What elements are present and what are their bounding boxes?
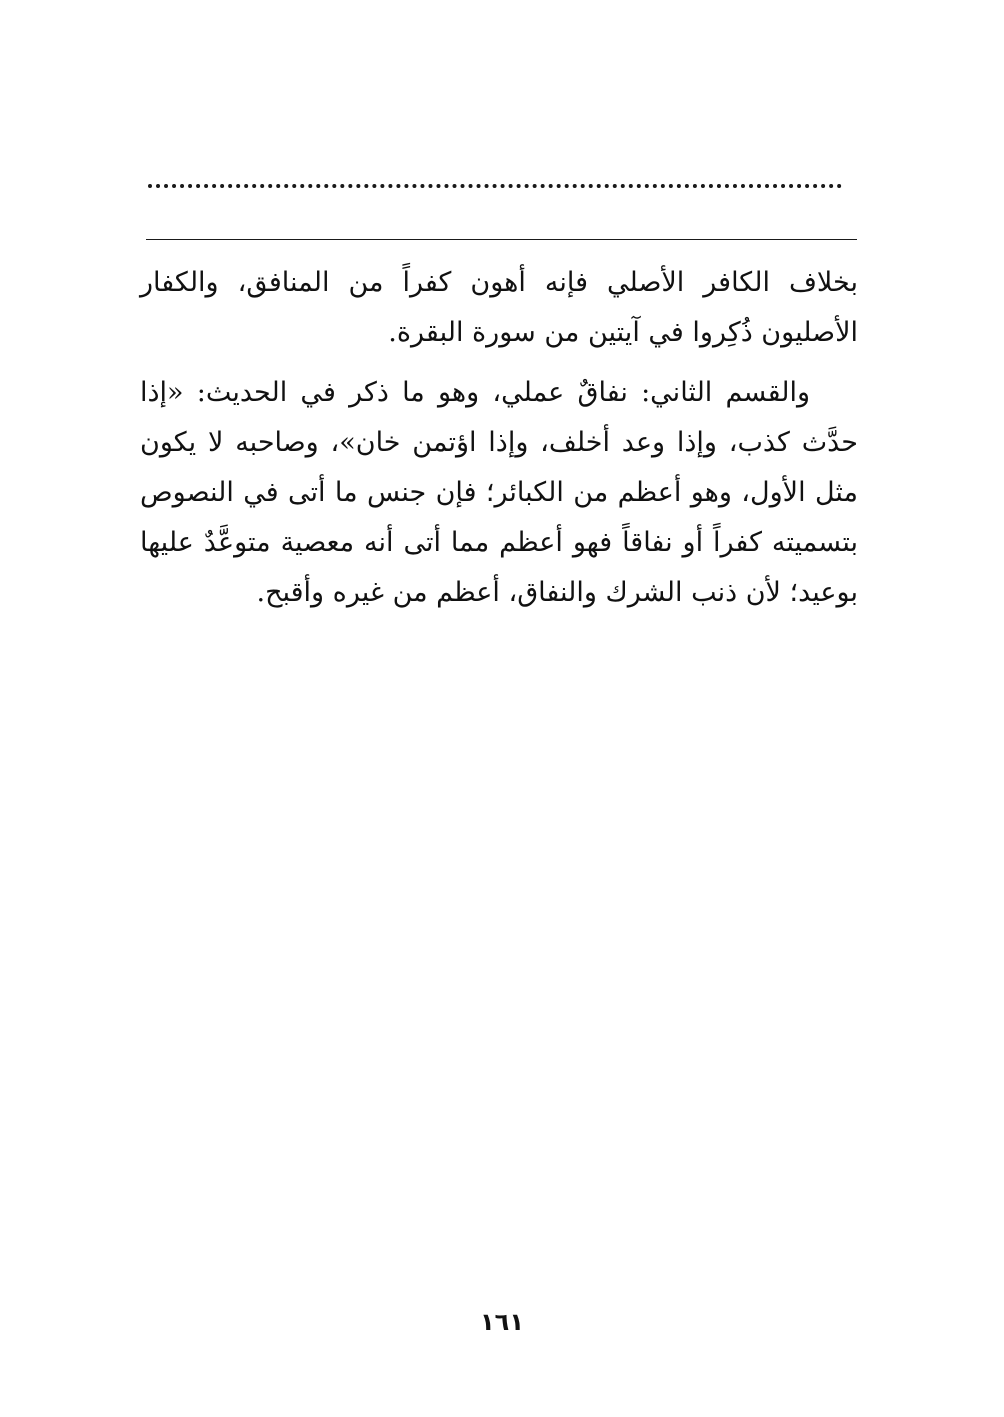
dotted-separator [148, 184, 842, 188]
body-text [140, 258, 858, 618]
paragraph-2: والقسم الثاني: نفاقٌ عملي، وهو ما ذكر في الحديث: «إذا حدَّث كذب، وإذا وعد أخلف، وإذا اؤتمن خان»، وصاحبه لا يكون مثل الأول، وهو أعظم من الكبائر؛ فإن جنس ما أتى في النصوص بتسميته كفراً أو نفاقاً فهو أعظم مما أتى أنه معصية متوعَّدٌ عليها بوعيد؛ لأن ذنب الشرك والنفاق، أعظم من غيره وأقبح. [140, 377, 858, 608]
footnote-rule [146, 239, 857, 240]
paragraph-1: بخلاف الكافر الأصلي فإنه أهون كفراً من المنافق، والكفار الأصليون ذُكِروا في آيتين من سورة البقرة. [140, 267, 858, 348]
page-number: ١٦١ [480, 1308, 524, 1336]
